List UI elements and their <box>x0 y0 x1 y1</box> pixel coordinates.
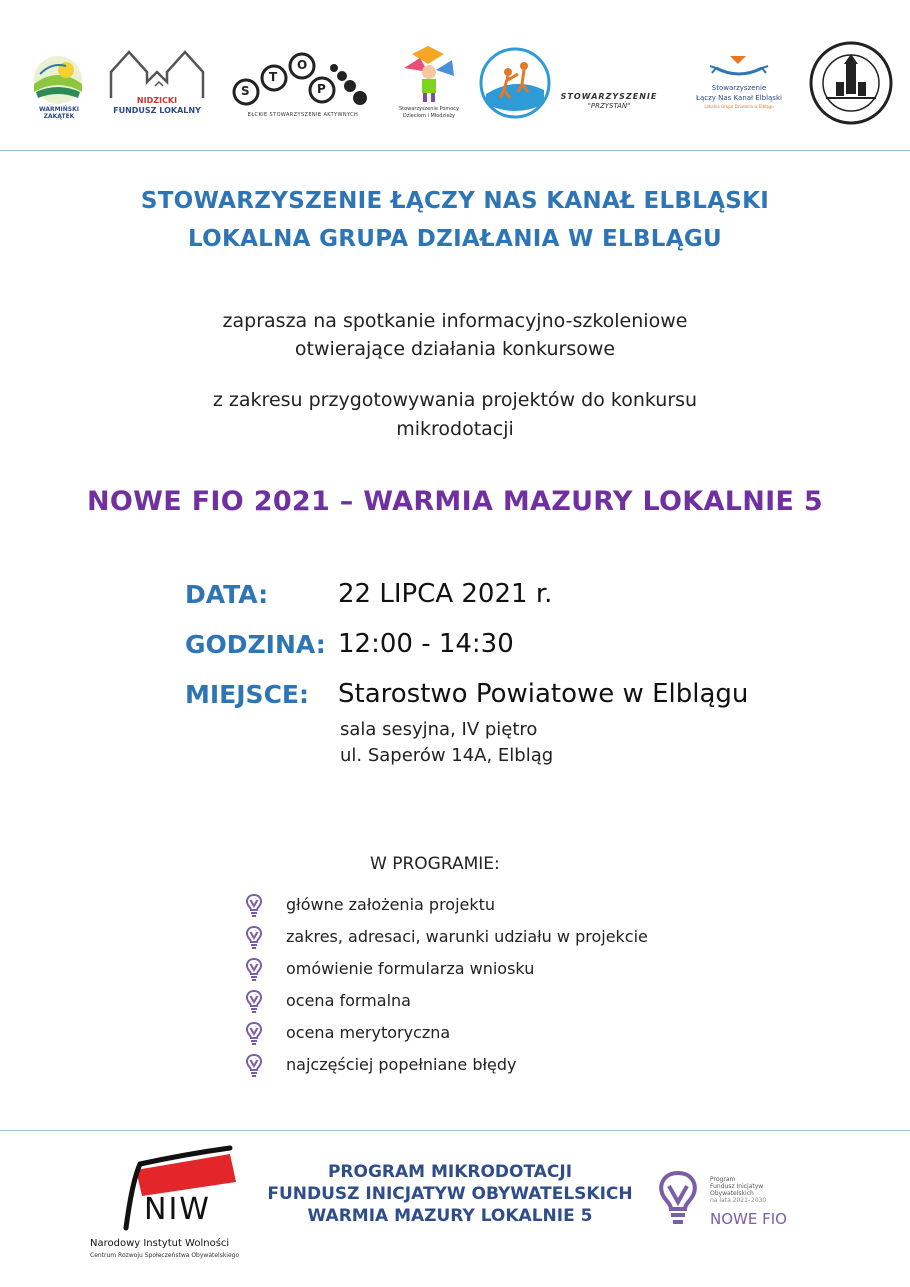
stopa-letter-o: O <box>297 58 308 72</box>
warminski-zakatek-logo <box>22 44 94 118</box>
date-value: 22 LIPCA 2021 r. <box>338 579 553 609</box>
przystan-logo <box>478 46 668 120</box>
fio-small-1: Program <box>710 1176 736 1183</box>
lightbulb-icon <box>656 1170 700 1228</box>
program-item-text: omówienie formularza wniosku <box>286 959 535 978</box>
footer-program-line1: PROGRAM MIKRODOTACJI <box>327 1162 573 1182</box>
kanal-line3: Lokalna Grupa Działania w Elblągu <box>704 104 774 109</box>
warminski-caption: WARMIŃSKI ZAKĄTEK <box>38 106 80 120</box>
nidzicki-logo <box>107 48 207 120</box>
niw-logo <box>90 1142 260 1266</box>
lightbulb-icon <box>244 925 264 949</box>
stopa-letter-p: P <box>317 82 326 96</box>
fio-small-4: na lata 2021–2030 <box>710 1197 767 1204</box>
kanal-line1: Stowarzyszenie <box>711 84 767 92</box>
place-room: sala sesyjna, IV piętro <box>340 719 538 740</box>
niw-name: Narodowy Instytut Wolności <box>90 1238 230 1249</box>
bottom-divider <box>0 1130 910 1131</box>
fio-wordmark: NOWE FIO <box>710 1210 787 1228</box>
niw-wordmark: NIW <box>144 1192 211 1227</box>
pomocy-line1: Stowarzyszenie Pomocy <box>398 106 460 112</box>
nidzicki-line2: FUNDUSZ LOKALNY <box>113 106 201 115</box>
lightbulb-icon <box>244 1021 264 1045</box>
place-label: MIEJSCE: <box>185 680 309 709</box>
partner-logos-bar <box>0 0 910 150</box>
lightbulb-icon <box>244 893 264 917</box>
lightbulb-icon <box>244 1053 264 1077</box>
stopa-caption: EŁCKIE STOWARZYSZENIE AKTYWNYCH <box>247 112 359 118</box>
poludniowa-warmia-logo <box>808 40 894 126</box>
time-label: GODZINA: <box>185 630 326 659</box>
program-item-text: ocena merytoryczna <box>286 1023 451 1042</box>
niw-subtitle: Centrum Rozwoju Społeczeństwa Obywatelskiego <box>90 1252 240 1259</box>
intro-line3: z zakresu przygotowywania projektów do konkursu <box>212 389 698 411</box>
program-item-text: ocena formalna <box>286 991 411 1010</box>
fio-small-3: Obywatelskich <box>710 1190 754 1197</box>
nidzicki-line1: NIDZICKI <box>136 96 178 105</box>
footer-program-line2: FUNDUSZ INICJATYW OBYWATELSKICH <box>267 1184 633 1204</box>
przystan-line2: "PRZYSTAŃ" <box>587 102 631 110</box>
stopa-logo <box>230 48 376 122</box>
stopa-letter-t: T <box>269 70 278 84</box>
pomocy-line2: Dzieciom i Młodzieży <box>402 113 456 119</box>
program-item-text: główne założenia projektu <box>286 895 496 914</box>
intro-line2: otwierające działania konkursowe <box>294 338 616 360</box>
organizer-title-line2: LOKALNA GRUPA DZIAŁANIA W ELBLĄGU <box>187 226 723 252</box>
time-value: 12:00 - 14:30 <box>338 629 514 659</box>
intro-line1: zaprasza na spotkanie informacyjno-szkoleniowe <box>222 310 688 332</box>
top-divider <box>0 150 910 151</box>
place-value: Starostwo Powiatowe w Elblągu <box>338 679 749 709</box>
place-address: ul. Saperów 14A, Elbląg <box>340 745 554 766</box>
date-label: DATA: <box>185 580 269 609</box>
program-title: W PROGRAMIE: <box>370 854 500 874</box>
fio-small-2: Fundusz Inicjatyw <box>710 1183 764 1190</box>
organizer-title-line1: STOWARZYSZENIE ŁĄCZY NAS KANAŁ ELBLĄSKI <box>140 188 770 214</box>
footer-program-line3: WARMIA MAZURY LOKALNIE 5 <box>307 1206 593 1226</box>
kanal-line2: Łączy Nas Kanał Elbląski <box>696 94 782 102</box>
program-item-text: zakres, adresaci, warunki udziału w projekcie <box>286 927 648 946</box>
nowe-fio-logo <box>656 1170 816 1234</box>
przystan-line1: STOWARZYSZENIE <box>560 92 658 101</box>
laczy-nas-kanal-logo <box>680 48 798 124</box>
intro-line4: mikrodotacji <box>396 418 514 440</box>
program-item-text: najczęściej popełniane błędy <box>286 1055 517 1074</box>
pomocy-logo <box>392 42 466 122</box>
lightbulb-icon <box>244 989 264 1013</box>
lightbulb-icon <box>244 957 264 981</box>
stopa-letter-s: S <box>241 84 250 98</box>
contest-headline: NOWE FIO 2021 – WARMIA MAZURY LOKALNIE 5 <box>87 486 823 517</box>
